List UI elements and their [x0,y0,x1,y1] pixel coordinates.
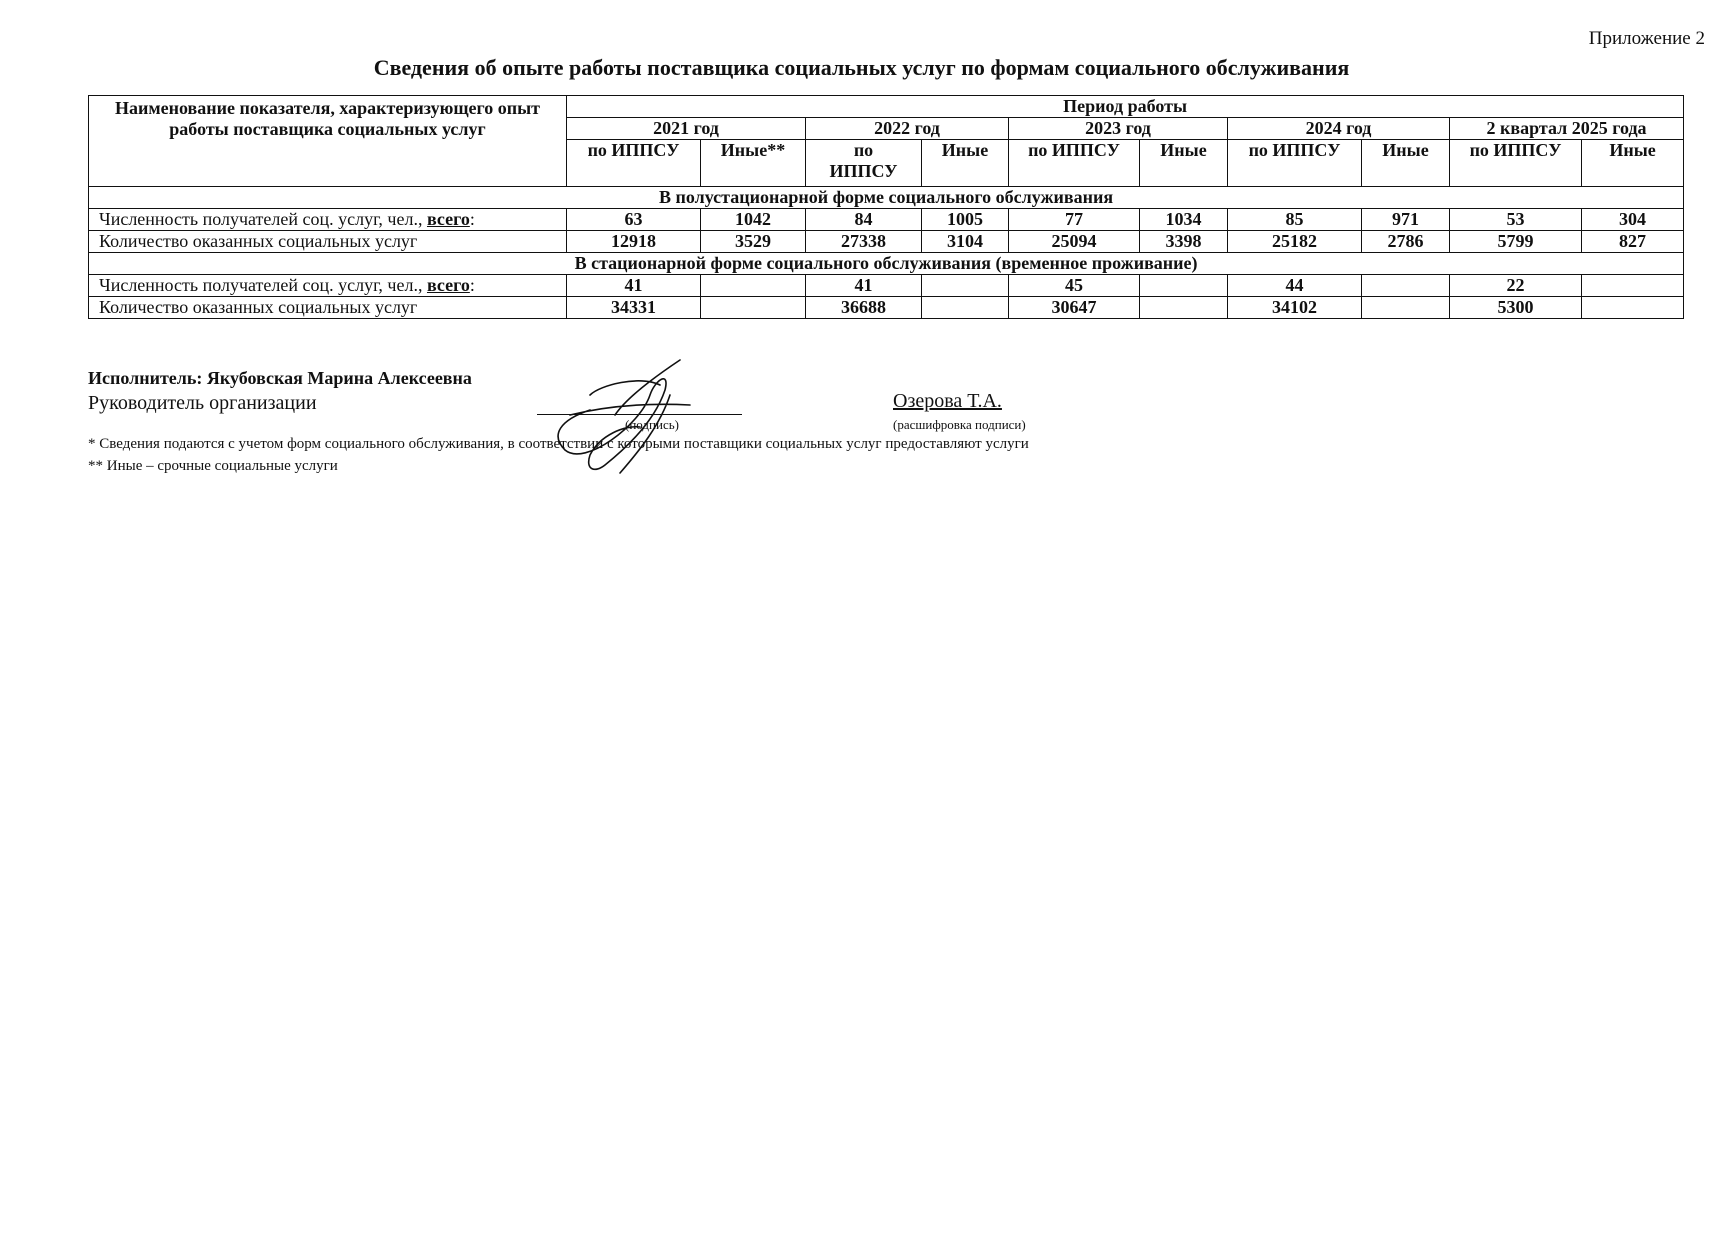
footnote-other: ** Иные – срочные социальные услуги [88,458,338,474]
table-cell: 5799 [1450,231,1582,253]
table-cell [922,275,1009,297]
subheader-ippsu: по ИППСУ [1450,140,1582,187]
table-row [89,209,1684,231]
signature-decoder-name: Озерова Т.А. [893,390,1002,412]
table-cell [922,297,1009,319]
table-cell: 25094 [1009,231,1140,253]
table-cell: 30647 [1009,297,1140,319]
table-cell: 827 [1582,231,1684,253]
table-cell: 84 [806,209,922,231]
table-cell [1140,297,1228,319]
table-cell [1582,275,1684,297]
table-cell: 1005 [922,209,1009,231]
indicator-header: Наименование показателя, характеризующего опыт работы поставщика социальных услуг [89,96,567,187]
subheader-other: Иные [1140,140,1228,187]
footnote-forms: * Сведения подаются с учетом форм социального обслуживания, в соответствии с которыми поставщики социальных услуг предоставляют услуги [88,436,1029,452]
appendix-label: Приложение 2 [1588,28,1705,49]
period-2023-header: 2023 год [1009,118,1228,140]
table-cell: 34102 [1228,297,1362,319]
table-cell: 27338 [806,231,922,253]
table-row [89,275,1684,297]
table-cell: 85 [1228,209,1362,231]
table-cell [1362,297,1450,319]
table-cell: 34331 [567,297,701,319]
table-cell: 1034 [1140,209,1228,231]
table-cell [701,297,806,319]
subheader-other: Иные [1582,140,1684,187]
table-cell [701,275,806,297]
table-cell: 25182 [1228,231,1362,253]
table-cell: 53 [1450,209,1582,231]
table-cell: 5300 [1450,297,1582,319]
table-cell: 36688 [806,297,922,319]
table-cell: 3104 [922,231,1009,253]
table-cell [1582,297,1684,319]
experience-table [88,95,1684,319]
table-row [89,297,1684,319]
table-cell: 3529 [701,231,806,253]
period-2025q2-header: 2 квартал 2025 года [1450,118,1684,140]
table-cell: 12918 [567,231,701,253]
subheader-ippsu: по ИППСУ [806,140,922,187]
table-cell: 3398 [1140,231,1228,253]
table-cell: 1042 [701,209,806,231]
signature-decoder-caption: (расшифровка подписи) [893,417,1026,432]
table-cell [1140,275,1228,297]
row-label: Количество оказанных социальных услуг [89,297,567,319]
table-cell: 41 [806,275,922,297]
subheader-ippsu: по ИППСУ [1009,140,1140,187]
subheader-ippsu: по ИППСУ [567,140,701,187]
document-title: Сведения об опыте работы поставщика социальных услуг по формам социального обслуживания [373,55,1350,80]
executor-line: Исполнитель: Якубовская Марина Алексеевна [88,368,472,388]
subheader-other: Иные [922,140,1009,187]
table-cell: 304 [1582,209,1684,231]
head-of-organization-label: Руководитель организации [88,392,317,414]
table-row [89,231,1684,253]
period-2024-header: 2024 год [1228,118,1450,140]
table-cell: 63 [567,209,701,231]
subheader-other: Иные [1362,140,1450,187]
table-cell [1362,275,1450,297]
section-title: В полустационарной форме социального обслуживания [89,187,1684,209]
table-cell: 77 [1009,209,1140,231]
section-title: В стационарной форме социального обслуживания (временное проживание) [89,253,1684,275]
signature-line [537,414,742,415]
row-label: Численность получателей соц. услуг, чел., всего: [89,275,567,297]
subheader-ippsu: по ИППСУ [1228,140,1362,187]
table-cell: 2786 [1362,231,1450,253]
row-label: Количество оказанных социальных услуг [89,231,567,253]
table-cell: 971 [1362,209,1450,231]
signature-caption: (подпись) [625,417,679,432]
period-2022-header: 2022 год [806,118,1009,140]
table-cell: 45 [1009,275,1140,297]
period-header: Период работы [567,96,1684,118]
table-cell: 44 [1228,275,1362,297]
table-cell: 22 [1450,275,1582,297]
table-cell: 41 [567,275,701,297]
period-2021-header: 2021 год [567,118,806,140]
subheader-other: Иные** [701,140,806,187]
row-label: Численность получателей соц. услуг, чел., всего: [89,209,567,231]
